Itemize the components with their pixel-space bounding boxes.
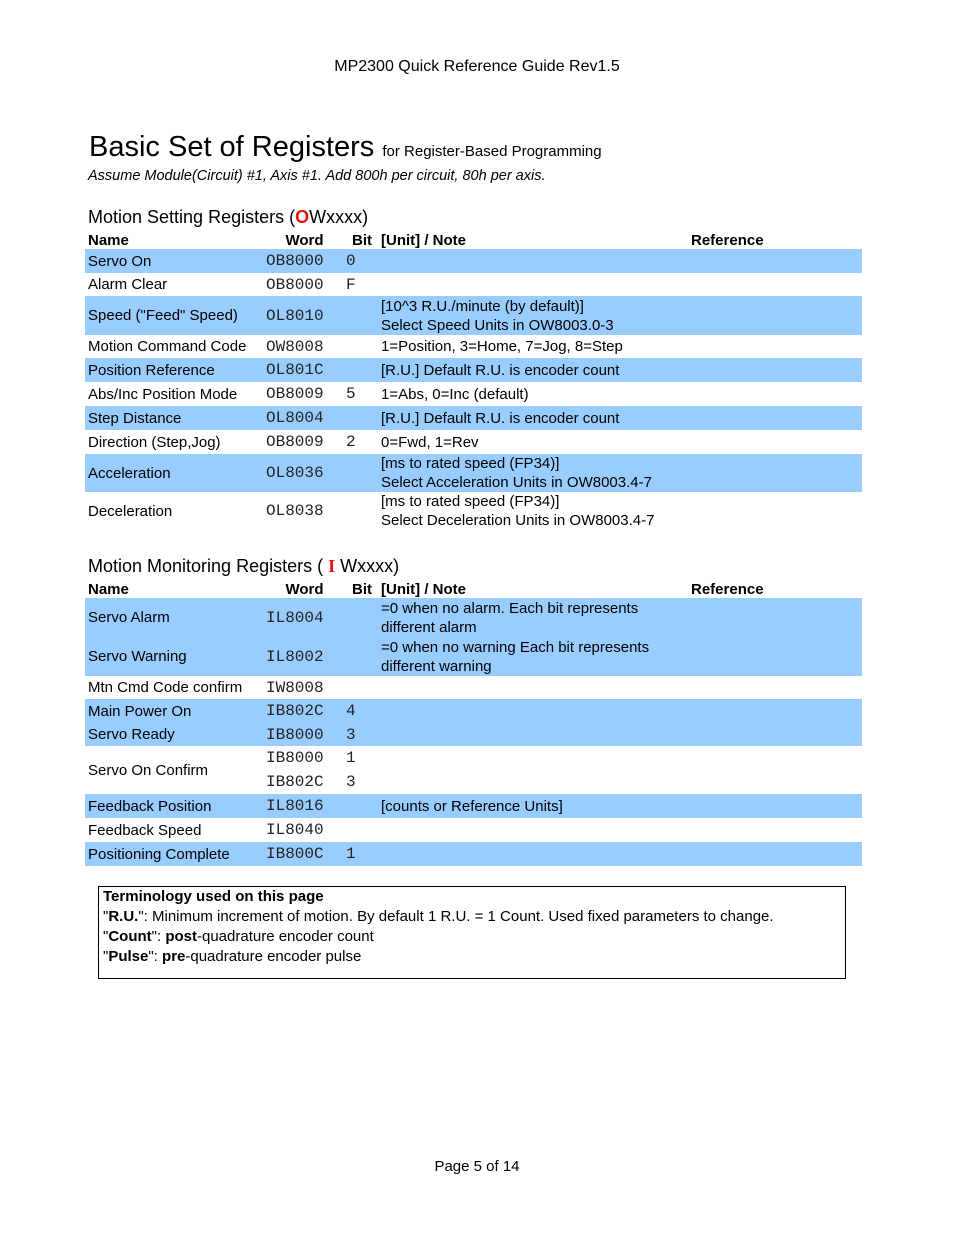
col-note-header: [Unit] / Note xyxy=(381,581,466,598)
table-row xyxy=(85,273,862,296)
register-bit: 3 xyxy=(343,723,378,746)
register-bit: 0 xyxy=(343,249,378,273)
register-word: IB802C xyxy=(263,699,343,723)
register-name: Abs/Inc Position Mode xyxy=(88,385,238,403)
register-word: OL801C xyxy=(263,358,343,382)
register-word: IB8000 xyxy=(266,749,324,767)
setting-title-letter: O xyxy=(295,207,310,227)
table-row xyxy=(85,296,862,335)
register-note xyxy=(378,842,688,866)
register-name: Acceleration xyxy=(85,454,263,492)
register-note xyxy=(378,249,688,273)
register-word: OL8010 xyxy=(263,296,343,335)
definition: Minimum increment of motion. By default 1 R.U. = 1 Count. Used fixed parameters to change. xyxy=(152,908,774,925)
register-bit xyxy=(343,637,378,676)
table-row xyxy=(85,454,862,492)
quote: " xyxy=(103,928,109,945)
table-row xyxy=(85,842,862,866)
note-line: Select Deceleration Units in OW8003.4-7 xyxy=(381,512,655,529)
setting-title-prefix: Motion Setting Registers ( xyxy=(88,207,296,227)
register-reference xyxy=(688,296,862,335)
note-line: =0 when no alarm. Each bit represents xyxy=(381,599,639,617)
register-bit xyxy=(343,296,378,335)
quote: ": xyxy=(148,948,163,965)
table-header-row xyxy=(85,577,862,598)
register-note xyxy=(378,818,688,842)
register-bit: F xyxy=(346,275,356,294)
register-bit xyxy=(343,406,378,430)
register-name: Step Distance xyxy=(85,406,263,430)
quote: ": xyxy=(151,928,166,945)
register-note xyxy=(378,676,688,699)
term-emphasis: post xyxy=(165,928,197,945)
register-reference xyxy=(688,273,862,296)
table-row xyxy=(85,492,862,530)
term: Count xyxy=(108,928,152,945)
register-note xyxy=(378,746,688,794)
register-bit: 4 xyxy=(343,699,378,723)
table-row xyxy=(85,637,862,676)
register-reference xyxy=(688,842,862,866)
register-note: [R.U.] Default R.U. is encoder count xyxy=(378,406,688,430)
col-reference-header: Reference xyxy=(691,581,764,598)
register-name: Servo Warning xyxy=(85,637,263,676)
register-bit: 5 xyxy=(346,385,356,403)
assumption-note: Assume Module(Circuit) #1, Axis #1. Add 800h per circuit, 80h per axis. xyxy=(88,168,546,184)
table-row xyxy=(85,676,862,699)
col-name-header: Name xyxy=(88,581,129,598)
col-reference-header: Reference xyxy=(691,232,764,249)
register-bit xyxy=(343,676,378,699)
register-word: OL8036 xyxy=(263,454,343,492)
note-line: [ms to rated speed (FP34)] xyxy=(381,493,560,510)
register-bit xyxy=(343,454,378,492)
register-bit: 2 xyxy=(346,433,356,451)
table-row xyxy=(85,746,862,770)
terminology-line xyxy=(103,927,841,947)
quote: " xyxy=(103,908,109,925)
register-name: Servo Ready xyxy=(85,723,263,746)
register-name: Deceleration xyxy=(88,502,173,520)
setting-title-suffix: Wxxxx) xyxy=(309,207,369,227)
setting-registers-table xyxy=(85,228,862,530)
register-note xyxy=(378,492,688,530)
register-bit xyxy=(343,794,378,818)
quote: " xyxy=(103,948,109,965)
col-word-header: Word xyxy=(285,581,324,598)
note-line: different alarm xyxy=(381,618,477,636)
term-emphasis: pre xyxy=(162,948,186,965)
register-reference xyxy=(688,430,862,454)
register-reference xyxy=(688,406,862,430)
definition: -quadrature encoder count xyxy=(197,928,374,945)
register-name: Speed ("Feed" Speed) xyxy=(85,296,263,335)
register-word: OL8038 xyxy=(266,502,324,520)
register-bit: 3 xyxy=(346,773,356,791)
term: R.U. xyxy=(108,908,139,925)
register-reference xyxy=(688,454,862,492)
register-word: IL8002 xyxy=(263,637,343,676)
register-reference xyxy=(688,637,862,676)
register-word: OB8009 xyxy=(266,433,324,451)
note-line: Select Acceleration Units in OW8003.4-7 xyxy=(381,474,652,491)
register-note: [R.U.] Default R.U. is encoder count xyxy=(378,358,688,382)
page-title xyxy=(89,131,602,164)
table-row xyxy=(85,249,862,273)
register-word: OB8000 xyxy=(263,249,343,273)
register-word: OL8004 xyxy=(263,406,343,430)
terminology-box xyxy=(98,886,846,979)
register-bit xyxy=(343,335,378,358)
note-line: Select Speed Units in OW8003.0-3 xyxy=(381,316,614,334)
register-name: Direction (Step,Jog) xyxy=(88,433,221,451)
register-note xyxy=(378,273,688,296)
terminology-title: Terminology used on this page xyxy=(103,888,324,905)
table-row xyxy=(85,382,862,406)
register-name: Servo Alarm xyxy=(85,598,263,637)
register-word: OW8008 xyxy=(266,337,324,356)
register-word: IB800C xyxy=(263,842,343,866)
register-reference xyxy=(688,676,862,699)
col-word-header: Word xyxy=(285,232,324,249)
register-name: Mtn Cmd Code confirm xyxy=(88,679,243,696)
register-reference xyxy=(688,249,862,273)
register-word: OB8000 xyxy=(266,275,324,294)
register-reference xyxy=(688,746,862,794)
note-line: [ms to rated speed (FP34)] xyxy=(381,455,560,472)
col-name-header: Name xyxy=(88,232,129,249)
register-note xyxy=(378,699,688,723)
table-header-row xyxy=(85,228,862,249)
table-row xyxy=(85,358,862,382)
register-word: IL8040 xyxy=(266,821,324,839)
register-bit: 1 xyxy=(346,749,356,767)
register-name: Positioning Complete xyxy=(85,842,263,866)
register-name: Position Reference xyxy=(85,358,263,382)
register-word: IW8008 xyxy=(266,678,324,697)
register-reference xyxy=(688,818,862,842)
register-bit xyxy=(343,492,378,530)
register-reference xyxy=(688,598,862,637)
definition: -quadrature encoder pulse xyxy=(185,948,362,965)
register-reference xyxy=(688,382,862,406)
note-line: =0 when no warning Each bit represents xyxy=(381,638,650,656)
register-name: Servo On Confirm xyxy=(88,761,209,779)
register-note xyxy=(378,637,688,676)
register-note xyxy=(378,598,688,637)
register-name: Feedback Speed xyxy=(88,821,202,839)
table-row xyxy=(85,598,862,637)
col-bit-header: Bit xyxy=(352,581,372,598)
register-reference xyxy=(688,794,862,818)
quote: ": xyxy=(138,908,152,925)
register-note: [counts or Reference Units] xyxy=(378,794,688,818)
monitoring-title-suffix: Wxxxx) xyxy=(335,556,400,576)
monitoring-title-letter: I xyxy=(328,556,336,576)
register-reference xyxy=(688,699,862,723)
monitoring-section-title xyxy=(88,556,399,577)
register-name: Motion Command Code xyxy=(88,338,247,355)
register-bit xyxy=(343,358,378,382)
monitoring-title-prefix: Motion Monitoring Registers ( xyxy=(88,556,329,576)
register-name: Main Power On xyxy=(85,699,263,723)
page-subtitle: for Register-Based Programming xyxy=(382,143,602,160)
register-bit xyxy=(343,598,378,637)
table-row xyxy=(85,699,862,723)
register-reference xyxy=(688,358,862,382)
table-row xyxy=(85,406,862,430)
monitoring-registers-table xyxy=(85,577,862,866)
register-word: IL8004 xyxy=(263,598,343,637)
register-reference xyxy=(688,723,862,746)
register-word: IB802C xyxy=(266,773,324,791)
table-row xyxy=(85,723,862,746)
table-row xyxy=(85,335,862,358)
register-word: IB8000 xyxy=(263,723,343,746)
document-header: MP2300 Quick Reference Guide Rev1.5 xyxy=(334,58,620,75)
register-note xyxy=(378,454,688,492)
register-bit xyxy=(343,818,378,842)
register-note: 0=Fwd, 1=Rev xyxy=(381,433,479,451)
table-row xyxy=(85,430,862,454)
setting-section-title xyxy=(88,207,368,228)
col-note-header: [Unit] / Note xyxy=(381,232,466,249)
register-note: 1=Abs, 0=Inc (default) xyxy=(381,385,529,403)
register-reference xyxy=(688,492,862,530)
term: Pulse xyxy=(108,948,149,965)
note-line: different warning xyxy=(381,657,492,675)
table-row xyxy=(85,818,862,842)
register-name: Alarm Clear xyxy=(88,276,168,293)
table-row xyxy=(85,794,862,818)
terminology-line xyxy=(103,907,841,927)
col-bit-header: Bit xyxy=(352,232,372,249)
register-note: 1=Position, 3=Home, 7=Jog, 8=Step xyxy=(381,338,623,355)
register-note xyxy=(378,296,688,335)
register-word: IL8016 xyxy=(263,794,343,818)
register-reference xyxy=(688,335,862,358)
page-title-text: Basic Set of Registers xyxy=(89,131,375,163)
register-note xyxy=(378,723,688,746)
register-name: Servo On xyxy=(85,249,263,273)
terminology-line xyxy=(103,947,841,967)
register-bit: 1 xyxy=(343,842,378,866)
register-name: Feedback Position xyxy=(85,794,263,818)
note-line: [10^3 R.U./minute (by default)] xyxy=(381,297,584,315)
register-word: OB8009 xyxy=(266,385,324,403)
page-number: Page 5 of 14 xyxy=(434,1158,520,1175)
